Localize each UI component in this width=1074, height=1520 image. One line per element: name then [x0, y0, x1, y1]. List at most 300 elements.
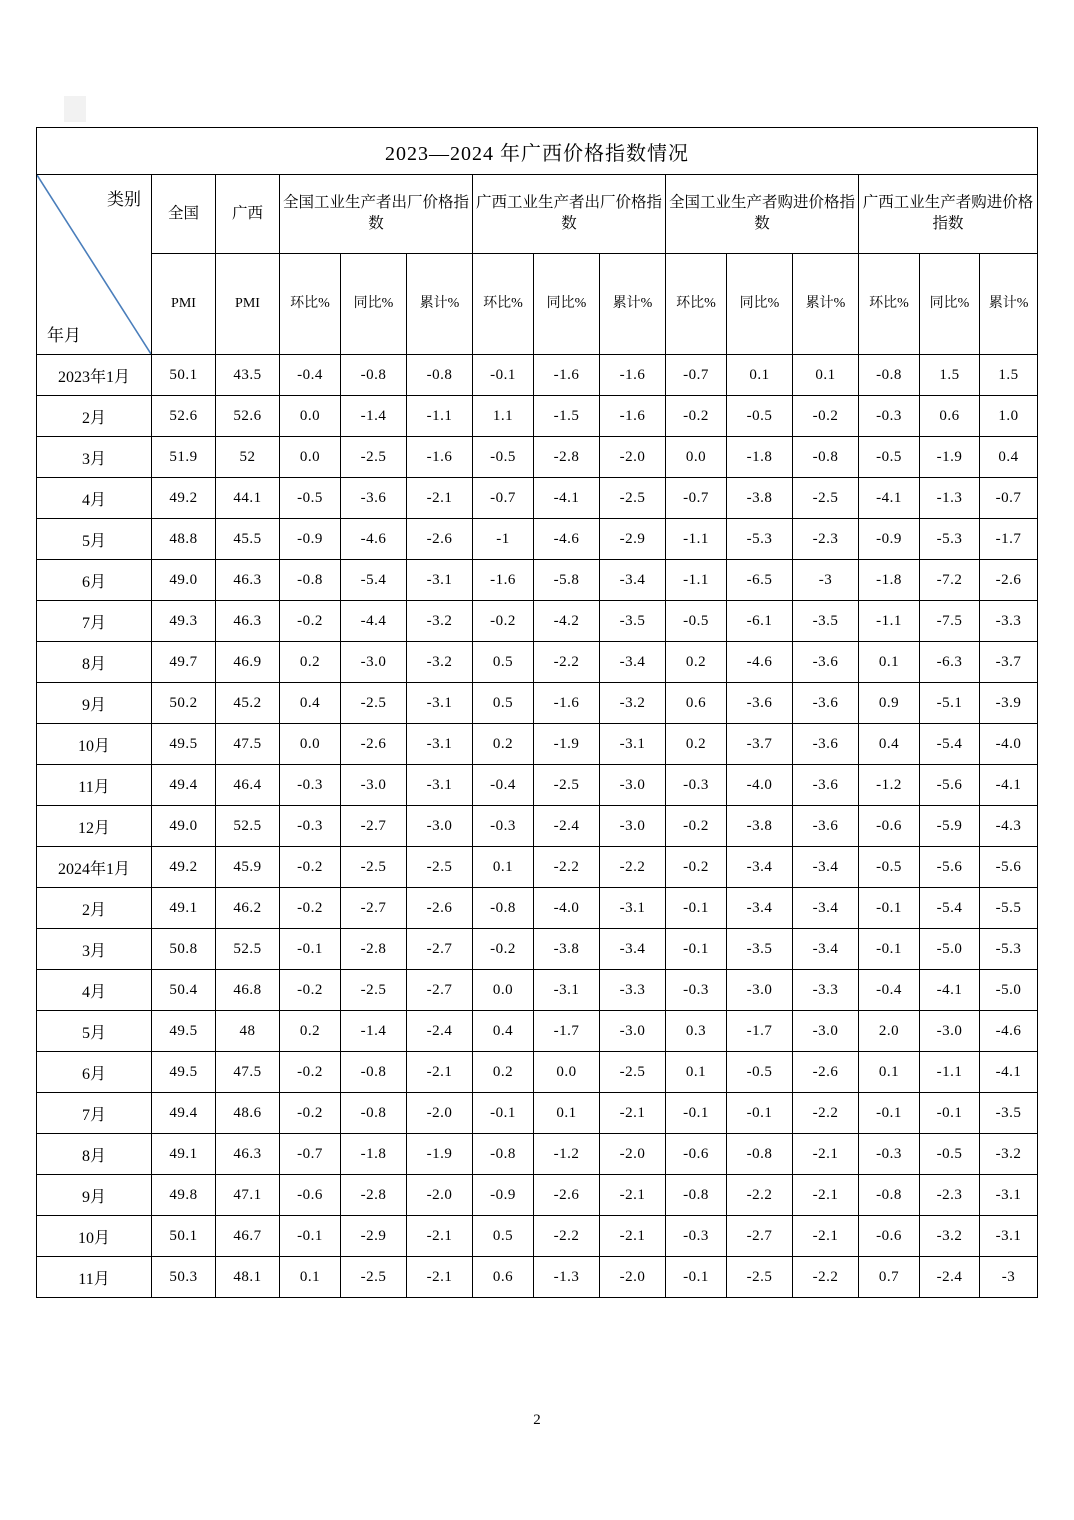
table-cell: 46.7: [216, 1216, 280, 1257]
table-cell: -2.6: [341, 724, 407, 765]
table-cell: -3.8: [534, 929, 600, 970]
table-cell: -2.0: [407, 1175, 473, 1216]
table-cell: -2.5: [341, 683, 407, 724]
table-cell: 0.6: [666, 683, 727, 724]
table-cell: 52: [216, 437, 280, 478]
table-row: [37, 437, 1038, 478]
table-cell: -0.7: [473, 478, 534, 519]
table-cell: -1.4: [341, 1011, 407, 1052]
table-cell: 0.0: [280, 437, 341, 478]
table-cell: -2.4: [407, 1011, 473, 1052]
table-row: [37, 1216, 1038, 1257]
table-cell: -2.7: [407, 970, 473, 1011]
table-row: [37, 888, 1038, 929]
table-cell: -1.6: [534, 683, 600, 724]
table-cell: 51.9: [152, 437, 216, 478]
table-cell: -4.1: [980, 1052, 1038, 1093]
table-cell: -1.3: [534, 1257, 600, 1298]
table-cell: -2.4: [534, 806, 600, 847]
price-index-table: [36, 127, 1038, 1298]
table-cell: -7.2: [920, 560, 980, 601]
table-cell: -2.2: [534, 847, 600, 888]
row-label: 7月: [37, 1093, 152, 1134]
table-cell: -0.5: [859, 847, 920, 888]
table-cell: -6.3: [920, 642, 980, 683]
table-cell: -3.4: [727, 847, 793, 888]
table-cell: -5.3: [920, 519, 980, 560]
table-cell: -4.2: [534, 601, 600, 642]
group-header-guangxi-ppi-factory: 广西工业生产者出厂价格指数: [473, 175, 666, 254]
table-cell: -1.8: [341, 1134, 407, 1175]
table-cell: -3.1: [407, 765, 473, 806]
table-cell: -0.1: [727, 1093, 793, 1134]
table-cell: 50.4: [152, 970, 216, 1011]
row-label: 11月: [37, 1257, 152, 1298]
table-cell: -5.9: [920, 806, 980, 847]
table-cell: -4.3: [980, 806, 1038, 847]
table-cell: -2.5: [341, 1257, 407, 1298]
table-row: [37, 601, 1038, 642]
table-cell: -0.5: [859, 437, 920, 478]
group-header-national-ppi-purchase: 全国工业生产者购进价格指数: [666, 175, 859, 254]
table-cell: -0.8: [341, 1052, 407, 1093]
table-cell: 0.2: [280, 1011, 341, 1052]
table-cell: -2.1: [793, 1216, 859, 1257]
table-cell: -0.8: [407, 355, 473, 396]
table-cell: -0.8: [280, 560, 341, 601]
table-title-row: [37, 128, 1038, 175]
table-cell: -0.2: [280, 1052, 341, 1093]
table-cell: -2.5: [341, 970, 407, 1011]
table-cell: -3.1: [534, 970, 600, 1011]
table-cell: -0.9: [859, 519, 920, 560]
table-cell: -0.6: [859, 1216, 920, 1257]
table-cell: -0.6: [280, 1175, 341, 1216]
sub-header-7: 累计%: [600, 254, 666, 355]
table-cell: 46.9: [216, 642, 280, 683]
table-cell: -3.4: [600, 560, 666, 601]
table-cell: -0.8: [341, 355, 407, 396]
table-cell: -1.2: [859, 765, 920, 806]
table-cell: 50.1: [152, 355, 216, 396]
table-cell: -2.1: [600, 1093, 666, 1134]
table-cell: -0.7: [666, 478, 727, 519]
table-cell: 49.5: [152, 1011, 216, 1052]
table-cell: 52.5: [216, 929, 280, 970]
table-cell: -2.1: [407, 1216, 473, 1257]
table-cell: 0.6: [473, 1257, 534, 1298]
table-cell: -3.4: [793, 888, 859, 929]
table-cell: -4.1: [980, 765, 1038, 806]
row-label: 2月: [37, 396, 152, 437]
table-cell: 1.5: [920, 355, 980, 396]
table-cell: -5.3: [727, 519, 793, 560]
table-cell: -2.9: [600, 519, 666, 560]
table-cell: -0.8: [666, 1175, 727, 1216]
table-cell: 47.1: [216, 1175, 280, 1216]
table-cell: -0.1: [666, 1093, 727, 1134]
table-cell: 0.1: [793, 355, 859, 396]
table-cell: 46.4: [216, 765, 280, 806]
table-cell: -0.3: [666, 1216, 727, 1257]
table-row: [37, 806, 1038, 847]
table-cell: -0.2: [666, 847, 727, 888]
table-cell: -2.2: [793, 1257, 859, 1298]
table-cell: -0.7: [280, 1134, 341, 1175]
table-cell: 47.5: [216, 724, 280, 765]
table-cell: -0.1: [666, 929, 727, 970]
table-cell: -5.0: [980, 970, 1038, 1011]
table-cell: -0.4: [280, 355, 341, 396]
table-cell: 0.1: [280, 1257, 341, 1298]
table-cell: -4.4: [341, 601, 407, 642]
table-cell: -2.5: [793, 478, 859, 519]
table-cell: 49.5: [152, 724, 216, 765]
table-cell: -1.4: [341, 396, 407, 437]
table-cell: -3.1: [407, 560, 473, 601]
row-label: 10月: [37, 724, 152, 765]
table-cell: 46.8: [216, 970, 280, 1011]
row-label: 2023年1月: [37, 355, 152, 396]
table-cell: -1.6: [600, 355, 666, 396]
sub-header-1: PMI: [216, 254, 280, 355]
table-cell: -0.7: [980, 478, 1038, 519]
table-cell: -5.6: [920, 765, 980, 806]
row-label: 4月: [37, 478, 152, 519]
table-cell: -2.8: [341, 1175, 407, 1216]
table-cell: -2.5: [534, 765, 600, 806]
table-cell: 46.2: [216, 888, 280, 929]
table-cell: -0.4: [473, 765, 534, 806]
table-cell: -0.1: [280, 929, 341, 970]
table-cell: -2.8: [534, 437, 600, 478]
table-cell: -0.4: [859, 970, 920, 1011]
row-label: 12月: [37, 806, 152, 847]
sub-header-6: 同比%: [534, 254, 600, 355]
table-cell: 0.4: [473, 1011, 534, 1052]
row-label: 2月: [37, 888, 152, 929]
table-cell: -4.6: [341, 519, 407, 560]
table-cell: -2.2: [534, 642, 600, 683]
table-cell: -3.0: [600, 765, 666, 806]
table-cell: -0.8: [859, 1175, 920, 1216]
row-label: 8月: [37, 1134, 152, 1175]
table-cell: 0.1: [534, 1093, 600, 1134]
table-cell: -1.1: [666, 519, 727, 560]
table-cell: -0.3: [666, 970, 727, 1011]
table-cell: -0.3: [666, 765, 727, 806]
table-cell: -4.6: [727, 642, 793, 683]
table-cell: 44.1: [216, 478, 280, 519]
table-cell: -0.1: [666, 1257, 727, 1298]
table-cell: -3.1: [407, 724, 473, 765]
table-cell: 1.5: [980, 355, 1038, 396]
page-number: 2: [533, 1412, 541, 1428]
table-cell: -2.3: [793, 519, 859, 560]
table-cell: -3.6: [793, 683, 859, 724]
table-row: [37, 847, 1038, 888]
table-cell: -0.1: [859, 929, 920, 970]
table-cell: 0.4: [280, 683, 341, 724]
table-cell: -3.1: [600, 888, 666, 929]
table-cell: -3.6: [793, 806, 859, 847]
table-cell: -2.1: [793, 1175, 859, 1216]
table-cell: -2.7: [407, 929, 473, 970]
table-cell: -0.1: [859, 888, 920, 929]
table-cell: 48.8: [152, 519, 216, 560]
table-cell: 2.0: [859, 1011, 920, 1052]
sub-header-12: 同比%: [920, 254, 980, 355]
table-row: [37, 396, 1038, 437]
table-cell: -2.2: [600, 847, 666, 888]
table-cell: -0.8: [341, 1093, 407, 1134]
table-cell: -4.0: [980, 724, 1038, 765]
table-cell: -1.1: [666, 560, 727, 601]
table-cell: -0.9: [473, 1175, 534, 1216]
table-cell: -3.2: [407, 601, 473, 642]
sub-header-11: 环比%: [859, 254, 920, 355]
table-cell: -2.3: [920, 1175, 980, 1216]
table-cell: -0.5: [473, 437, 534, 478]
table-cell: 1.0: [980, 396, 1038, 437]
row-label: 9月: [37, 683, 152, 724]
sub-header-3: 同比%: [341, 254, 407, 355]
table-cell: -0.3: [859, 396, 920, 437]
table-cell: -3.2: [600, 683, 666, 724]
table-cell: 0.0: [473, 970, 534, 1011]
table-cell: -3.0: [793, 1011, 859, 1052]
table-cell: 47.5: [216, 1052, 280, 1093]
table-cell: 49.4: [152, 765, 216, 806]
table-cell: -1.7: [727, 1011, 793, 1052]
table-cell: -5.4: [920, 888, 980, 929]
table-cell: -3.0: [920, 1011, 980, 1052]
table-cell: -0.2: [473, 601, 534, 642]
table-cell: -5.3: [980, 929, 1038, 970]
table-cell: -2.6: [534, 1175, 600, 1216]
table-cell: 50.3: [152, 1257, 216, 1298]
table-cell: -3.0: [727, 970, 793, 1011]
sub-header-10: 累计%: [793, 254, 859, 355]
table-cell: 48.1: [216, 1257, 280, 1298]
table-cell: -0.2: [473, 929, 534, 970]
table-cell: 0.5: [473, 642, 534, 683]
table-cell: -0.1: [280, 1216, 341, 1257]
table-cell: -1.6: [534, 355, 600, 396]
table-cell: -0.5: [280, 478, 341, 519]
table-cell: -0.2: [280, 888, 341, 929]
table-cell: -3.0: [600, 806, 666, 847]
table-cell: -2.9: [341, 1216, 407, 1257]
table-cell: -0.8: [473, 1134, 534, 1175]
table-cell: 1.1: [473, 396, 534, 437]
table-cell: -3: [793, 560, 859, 601]
table-cell: 0.2: [473, 724, 534, 765]
table-cell: -3.6: [793, 765, 859, 806]
table-cell: -1.6: [600, 396, 666, 437]
sub-header-9: 同比%: [727, 254, 793, 355]
table-cell: 49.1: [152, 1134, 216, 1175]
table-sub-header-row: [37, 254, 1038, 355]
table-cell: -0.2: [280, 1093, 341, 1134]
table-cell: -0.5: [727, 396, 793, 437]
table-cell: -2.5: [600, 478, 666, 519]
table-cell: 0.5: [473, 1216, 534, 1257]
table-cell: 50.8: [152, 929, 216, 970]
table-cell: -3.0: [600, 1011, 666, 1052]
table-cell: 50.2: [152, 683, 216, 724]
table-cell: -2.7: [341, 806, 407, 847]
table-cell: 0.1: [859, 642, 920, 683]
table-cell: -0.3: [473, 806, 534, 847]
table-cell: -0.1: [859, 1093, 920, 1134]
table-cell: -0.3: [280, 765, 341, 806]
table-cell: 0.2: [666, 724, 727, 765]
table-cell: -3.7: [980, 642, 1038, 683]
table-cell: -0.2: [793, 396, 859, 437]
group-header-national-ppi-factory: 全国工业生产者出厂价格指数: [280, 175, 473, 254]
table-cell: -4.1: [920, 970, 980, 1011]
table-cell: -1.9: [534, 724, 600, 765]
table-cell: -5.6: [980, 847, 1038, 888]
table-cell: -0.2: [280, 970, 341, 1011]
table-cell: -7.5: [920, 601, 980, 642]
table-cell: -5.8: [534, 560, 600, 601]
table-cell: -3.0: [407, 806, 473, 847]
table-cell: 0.7: [859, 1257, 920, 1298]
table-cell: -0.1: [473, 355, 534, 396]
table-cell: -5.1: [920, 683, 980, 724]
table-cell: 52.6: [216, 396, 280, 437]
table-cell: 0.2: [666, 642, 727, 683]
table-cell: -1.6: [473, 560, 534, 601]
table-cell: -4.1: [859, 478, 920, 519]
table-cell: 45.2: [216, 683, 280, 724]
sub-header-13: 累计%: [980, 254, 1038, 355]
table-cell: -3.5: [600, 601, 666, 642]
table-cell: -2.5: [341, 847, 407, 888]
table-row: [37, 355, 1038, 396]
row-label: 6月: [37, 560, 152, 601]
table-cell: -4.6: [534, 519, 600, 560]
table-cell: -5.5: [980, 888, 1038, 929]
table-cell: -5.0: [920, 929, 980, 970]
table-cell: -1.7: [534, 1011, 600, 1052]
table-cell: -3.5: [980, 1093, 1038, 1134]
table-cell: 0.9: [859, 683, 920, 724]
table-cell: -0.5: [920, 1134, 980, 1175]
table-cell: 0.0: [280, 396, 341, 437]
table-row: [37, 765, 1038, 806]
table-cell: -0.2: [280, 847, 341, 888]
table-cell: -0.9: [280, 519, 341, 560]
table-cell: -3.1: [980, 1175, 1038, 1216]
table-cell: -0.1: [920, 1093, 980, 1134]
table-row: [37, 929, 1038, 970]
price-index-table-container: [36, 127, 1037, 1298]
table-cell: -2.2: [534, 1216, 600, 1257]
table-cell: -3.3: [980, 601, 1038, 642]
table-cell: -3.1: [407, 683, 473, 724]
table-cell: -5.4: [920, 724, 980, 765]
table-cell: -3.3: [793, 970, 859, 1011]
row-label: 5月: [37, 1011, 152, 1052]
table-cell: -3.3: [600, 970, 666, 1011]
table-cell: -0.8: [793, 437, 859, 478]
table-cell: -2.7: [727, 1216, 793, 1257]
table-cell: -3.7: [727, 724, 793, 765]
row-label: 10月: [37, 1216, 152, 1257]
table-cell: -3.4: [793, 929, 859, 970]
table-cell: -4.0: [534, 888, 600, 929]
table-cell: -2.1: [793, 1134, 859, 1175]
table-cell: -2.1: [600, 1175, 666, 1216]
corner-header-cell: [37, 175, 152, 355]
table-cell: -6.1: [727, 601, 793, 642]
table-cell: -6.5: [727, 560, 793, 601]
table-cell: -2.0: [407, 1093, 473, 1134]
table-cell: -0.3: [859, 1134, 920, 1175]
table-cell: -4.0: [727, 765, 793, 806]
group-header-national: 全国: [152, 175, 216, 254]
table-cell: 49.2: [152, 478, 216, 519]
table-cell: -2.0: [600, 1257, 666, 1298]
table-cell: -3.2: [920, 1216, 980, 1257]
table-row: [37, 1093, 1038, 1134]
table-cell: -2.4: [920, 1257, 980, 1298]
row-label: 11月: [37, 765, 152, 806]
table-cell: -0.3: [280, 806, 341, 847]
table-cell: -3.8: [727, 806, 793, 847]
table-group-header-row: [37, 175, 1038, 254]
table-cell: 49.2: [152, 847, 216, 888]
table-cell: -2.1: [407, 478, 473, 519]
table-cell: -1.6: [407, 437, 473, 478]
table-row: [37, 1011, 1038, 1052]
table-cell: 43.5: [216, 355, 280, 396]
sub-header-2: 环比%: [280, 254, 341, 355]
table-cell: 49.0: [152, 806, 216, 847]
table-cell: -2.7: [341, 888, 407, 929]
table-cell: -1: [473, 519, 534, 560]
table-cell: -5.4: [341, 560, 407, 601]
table-cell: -0.6: [859, 806, 920, 847]
table-cell: 49.5: [152, 1052, 216, 1093]
table-cell: 0.2: [473, 1052, 534, 1093]
table-row: [37, 970, 1038, 1011]
table-cell: 0.0: [666, 437, 727, 478]
table-cell: -0.2: [666, 806, 727, 847]
table-row: [37, 724, 1038, 765]
row-label: 4月: [37, 970, 152, 1011]
table-cell: 0.0: [280, 724, 341, 765]
table-cell: 45.9: [216, 847, 280, 888]
table-cell: -0.2: [666, 396, 727, 437]
table-cell: -3.6: [727, 683, 793, 724]
table-cell: 46.3: [216, 601, 280, 642]
table-cell: -3.5: [727, 929, 793, 970]
table-cell: -1.1: [407, 396, 473, 437]
table-cell: -0.2: [280, 601, 341, 642]
table-cell: -1.9: [920, 437, 980, 478]
table-cell: -1.2: [534, 1134, 600, 1175]
table-cell: -2.1: [407, 1052, 473, 1093]
table-cell: -0.8: [727, 1134, 793, 1175]
table-cell: -2.2: [793, 1093, 859, 1134]
table-cell: 48: [216, 1011, 280, 1052]
table-cell: 0.1: [666, 1052, 727, 1093]
table-row: [37, 560, 1038, 601]
